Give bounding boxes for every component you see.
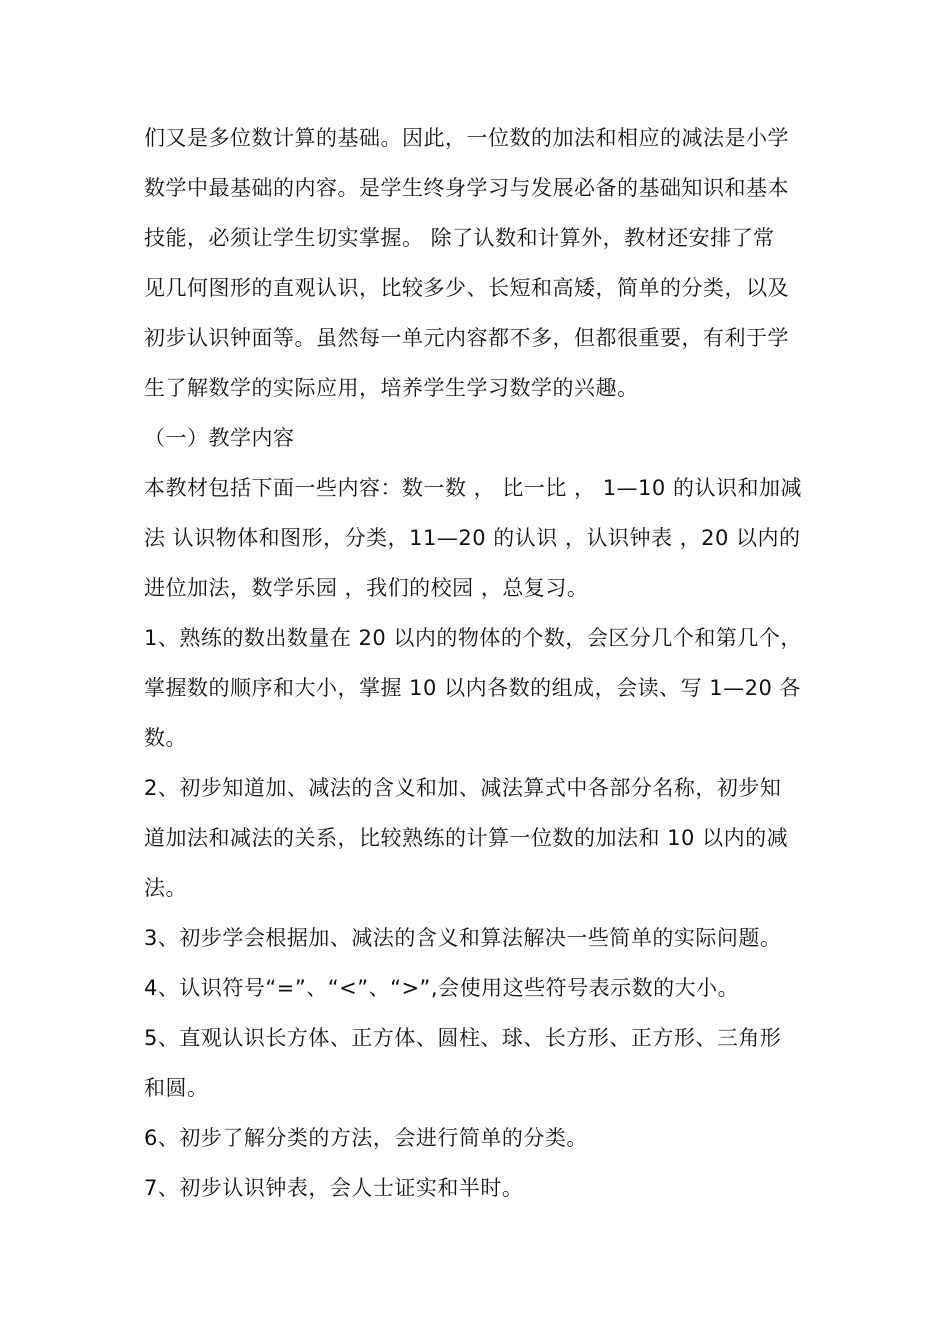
item-3: 3、初步学会根据加、减法的含义和算法解决一些简单的实际问题。 [144,926,782,950]
item-4: 4、认识符号“=”、“<”、“>”,会使用这些符号表示数的大小。 [144,976,740,1000]
item-5-line-2: 和圆。 [144,1076,209,1100]
intro-line-1: 们又是多位数计算的基础。因此，一位数的加法和相应的减法是小学 [144,126,789,150]
item-1-line-1: 1、熟练的数出数量在 20 以内的物体的个数，会区分几个和第几个， [144,626,802,650]
contents-line-2: 法 认识物体和图形，分类，11—20 的认识 ，认识钟表 ，20 以内的 [144,526,801,550]
item-1-line-2: 掌握数的顺序和大小，掌握 10 以内各数的组成，会读、写 1—20 各 [144,676,802,700]
intro-line-5: 初步认识钟面等。虽然每一单元内容都不多，但都很重要，有利于学 [144,326,789,350]
item-7: 7、初步认识钟表，会人士证实和半时。 [144,1176,524,1200]
intro-line-4: 见几何图形的直观认识，比较多少、长短和高矮，简单的分类，以及 [144,276,789,300]
item-5-line-1: 5、直观认识长方体、正方体、圆柱、球、长方形、正方形、三角形 [144,1026,782,1050]
section-heading: （一）教学内容 [144,426,295,450]
item-2-line-3: 法。 [144,876,187,900]
item-2-line-1: 2、初步知道加、减法的含义和加、减法算式中各部分名称，初步知 [144,776,782,800]
intro-line-3: 技能，必须让学生切实掌握。 除了认数和计算外，教材还安排了常 [144,226,775,250]
item-1-line-3: 数。 [144,726,187,750]
item-2-line-2: 道加法和减法的关系，比较熟练的计算一位数的加法和 10 以内的减 [144,826,789,850]
item-6: 6、初步了解分类的方法，会进行简单的分类。 [144,1126,588,1150]
contents-line-3: 进位加法，数学乐园 ，我们的校园 ，总复习。 [144,576,589,600]
intro-line-2: 数学中最基础的内容。是学生终身学习与发展必备的基础知识和基本 [144,176,789,200]
intro-line-6: 生了解数学的实际应用，培养学生学习数学的兴趣。 [144,376,639,400]
contents-line-1: 本教材包括下面一些内容：数一数 ， 比一比 ， 1—10 的认识和加减 [144,476,802,500]
